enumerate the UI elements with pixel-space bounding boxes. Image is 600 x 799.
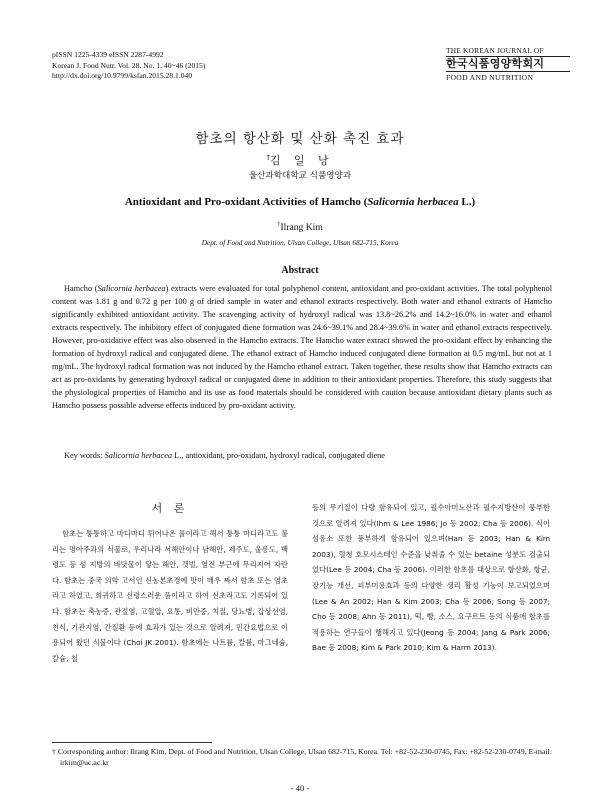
- affiliation-english: Dept. of Food and Nutrition, Ulsan College, Ulsan 682-715, Korea: [201, 238, 399, 247]
- journal-name-en-bottom: FOOD AND NUTRITION: [446, 71, 570, 82]
- abstract-species: Salicornia herbacea: [97, 284, 166, 293]
- intro-right-column: 등의 무기질이 다량 함유되어 있고, 필수아미노산과 필수지방산이 풍부한 것으로 알려져 있다(Ihm & Lee 1986; Jo 등 2002; Cha 등 2006). 식이섬유소 또한 풍부하게 함유되어 있으며(Han 등 2003; Han & Kim 2003), 혈청 호모시스테인 수준을 낮춰줄 수 있는 betaine 성분도 검출되었다(Lee 등 2004; Cha 등 2006). 이러한 함초를 대상으로 항산화, 항균, 장기능 개선, 피부미용효과 등의 다양한 생리 활성 기능이 보고되었으며(Lee & An 2002; Han & Kim 2003; Cha 등 2006; Song 등 2007; Cho 등 2008; Ahn 등 2011), 떡, 빵, 소스, 요구르트 등의 식품에 함초를 적용하는 연구들이 행해지고 있다(Jeong 등 2004; Jang & Park 2006; Bae 등 2008; Kim & Park 2010; Kim & Harm 2013).: [312, 503, 550, 653]
- affiliation-korean: 울산과학대학교 식품영양과: [248, 171, 352, 181]
- abstract-body: [52, 282, 552, 412]
- footnote-mark: †: [52, 747, 56, 756]
- title-korean: 함초의 항산화 및 산화 촉진 효과: [195, 131, 405, 147]
- abstract-text: ) extracts were evaluated for total polyphenol content, antioxidant and pro-oxidant activities. The total polyphenol content was 1.81 g and 0.72 g per 100 g of dried sample in water and ethanol extracts respectively. Both water and ethanol extracts of Hamcho significantly exhibited antioxidant activity. The scavenging activity of hydroxyl radical was 13.8~26.2% and 14.2~16.0% in water and ethanol extracts respectively. The inhibitory effect of conjugated diene formation was 24.6~39.1% and 28.4~39.6% in water and ethanol extracts respectively. However, pro-oxidative effect was also observed in the Hamcho extracts. The Hamcho water extract showed the pro-oxidant effect by enhancing the formation of hydroxyl radical and conjugated diene. The ethanol extract of Hamcho induced conjugated diene formation at 0.5 mg/mL but not at 1 mg/mL. The hydroxyl radical formation was not induced by the Hamcho ethanol extract. Taken together, these results show that Hamcho extracts can act as pro-oxidants by generating hydroxyl radical or conjugated diene in addition to their antioxidant properties. Therefore, this study suggests that the physiological properties of Hamcho and its use as food materials should be considered with caution because antioxidant dietary plants such as Hamcho possess possible adverse effects induced by pro-oxidant activity.: [52, 284, 553, 410]
- author-english: [0, 221, 600, 233]
- author-name-en: Ilrang Kim: [280, 222, 323, 234]
- journal-name-ko: 한국식품영양학회지: [446, 57, 545, 70]
- abstract-pre: Hamcho (: [64, 284, 98, 293]
- keywords-rest: L., antioxidant, pro-oxidant, hydroxyl radical, conjugated diene: [172, 451, 385, 460]
- journal-volume-line: Korean J. Food Nutr. Vol. 28. No. 1, 40~46 (2015): [52, 60, 206, 70]
- journal-logo: [446, 46, 570, 82]
- abstract-heading: Abstract: [281, 265, 319, 276]
- intro-left-column: 함초는 퉁퉁하고 마디마디 튀어나온 풀이라고 해서 퉁퉁 마디라고도 불리는 명아주과의 식물로, 우리나라 서해안이나 남해안, 제주도, 울릉도, 백령도 등 섬 지방의 바닷물이 닿는 해안, 갯벌, 염전 부근에 무리지어 자란다. 함초는 중국 의학 고서인 신농본초경에 맛이 매우 짜서 함초 또는 염초라고 하였고, 희귀하고 신령스러운 풀이라고 하여 신초라고도 기록되어 있다. 함초는 축농증, 관절염, 고혈압, 요통, 비만증, 치질, 당뇨병, 갑상선염, 천식, 기관지염, 간질환 등에 효과가 있는 것으로 알려져, 민간요법으로 이용되어 왔던 식물이다 (Choi JK 2001). 함초에는 나트륨, 칼륨, 마그네슘, 칼슘, 철: [52, 529, 288, 663]
- section-heading-introduction: 서 론: [151, 502, 189, 515]
- keywords-species: Salicornia herbacea: [104, 451, 173, 460]
- title-en-post: L.): [458, 196, 476, 208]
- doi-link[interactable]: http://dx.doi.org/10.9799/ksfan.2015.28.1.040: [52, 71, 193, 80]
- footnote-divider: [52, 742, 212, 743]
- title-english: [0, 196, 600, 208]
- keywords-label: Key words:: [64, 451, 105, 460]
- title-en-species: Salicornia herbacea: [367, 196, 459, 208]
- footnote-text: Corresponding author: Ilrang Kim, Dept. of Food and Nutrition, Ulsan College, Ulsan 682-715, Korea. Tel: +82-52-230-0745, Fax: +82-52-230-0749, E-mail: irkim@uc.ac.kr: [55, 747, 552, 767]
- corresponding-mark-en: †: [277, 221, 281, 228]
- author-name-ko: 김 일 낭: [269, 154, 334, 167]
- page-number: - 40 -: [290, 783, 310, 793]
- title-en-pre: Antioxidant and Pro-oxidant Activities of Hamcho (: [124, 196, 368, 208]
- corresponding-mark: †: [266, 153, 270, 162]
- author-korean: [0, 152, 600, 168]
- journal-name-en-top: THE KOREAN JOURNAL OF: [446, 46, 570, 57]
- citation-header: [52, 50, 205, 82]
- footnote: [52, 746, 552, 768]
- keywords: [52, 450, 552, 462]
- issn-line: pISSN 1225-4339 eISSN 2287-4992: [52, 50, 164, 59]
